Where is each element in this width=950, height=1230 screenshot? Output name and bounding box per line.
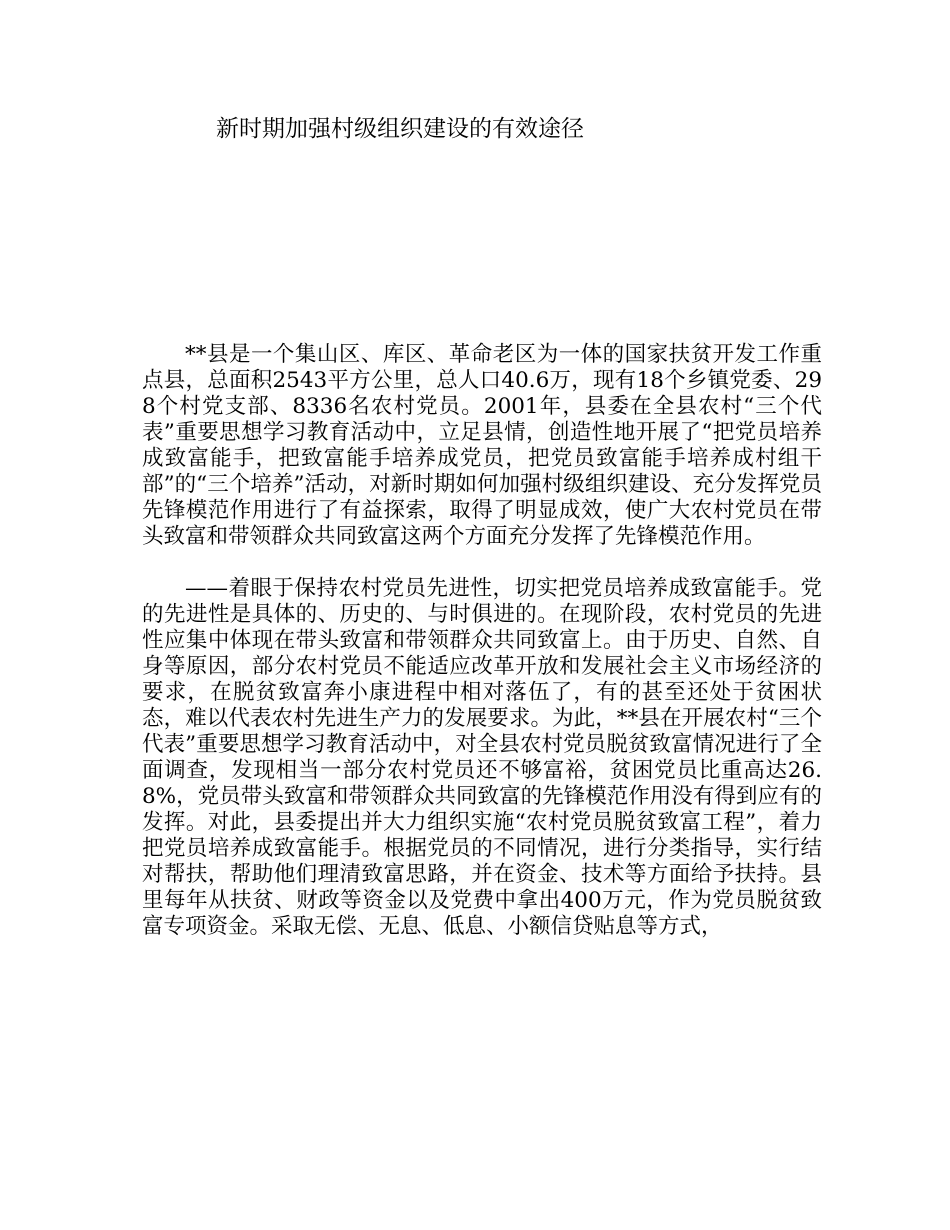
document-title: 新时期加强村级组织建设的有效途径	[216, 116, 584, 142]
document-body	[142, 342, 822, 940]
paragraph-intro: **县是一个集山区、库区、革命老区为一体的国家扶贫开发工作重点县，总面积2543平方公里，总人口40.6万，现有18个乡镇党委、298个村党支部、8336名农村党员。2001年，县委在全县农村“三个代表”重要思想学习教育活动中，立足县情，创造性地开展了“把党员培养成致富能手，把致富能手培养成党员，把党员致富能手培养成村组干部”的“三个培养”活动，对新时期如何加强村级组织建设、充分发挥党员先锋模范作用进行了有益探索，取得了明显成效，使广大农村党员在带头致富和带领群众共同致富这两个方面充分发挥了先锋模范作用。	[142, 342, 822, 549]
paragraph-section-1: ——着眼于保持农村党员先进性，切实把党员培养成致富能手。党的先进性是具体的、历史的、与时俱进的。在现阶段，农村党员的先进性应集中体现在带头致富和带领群众共同致富上。由于历史、自然、自身等原因，部分农村党员不能适应改革开放和发展社会主义市场经济的要求，在脱贫致富奔小康进程中相对落伍了，有的甚至还处于贫困状态，难以代表农村先进生产力的发展要求。为此，**县在开展农村“三个代表”重要思想学习教育活动中，对全县农村党员脱贫致富情况进行了全面调查，发现相当一部分农村党员还不够富裕，贫困党员比重高达26.8%，党员带头致富和带领群众共同致富的先锋模范作用没有得到应有的发挥。对此，县委提出并大力组织实施“农村党员脱贫致富工程”，着力把党员培养成致富能手。根据党员的不同情况，进行分类指导，实行结对帮扶，帮助他们理清致富思路，并在资金、技术等方面给予扶持。县里每年从扶贫、财政等资金以及党费中拿出400万元，作为党员脱贫致富专项资金。采取无偿、无息、低息、小额信贷贴息等方式，	[142, 576, 822, 939]
